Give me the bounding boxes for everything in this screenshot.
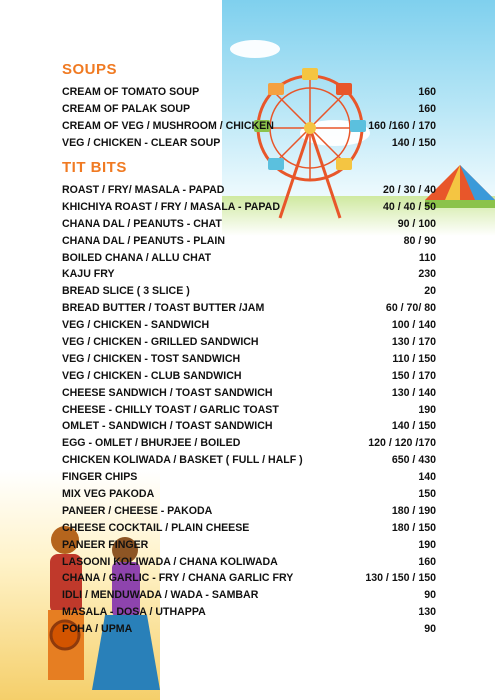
menu-item: [62, 553, 436, 570]
item-price: 130 / 170: [391, 336, 436, 349]
menu-item: [62, 519, 436, 536]
menu-item: [62, 435, 436, 452]
cloud-illustration: [230, 40, 280, 58]
menu-item: [62, 317, 436, 334]
item-name: CHEESE COCKTAIL / PLAIN CHEESE: [62, 521, 250, 534]
item-price: 120 / 120 /170: [368, 437, 436, 450]
menu-item: [62, 587, 436, 604]
item-price: 140 / 150: [391, 420, 436, 433]
item-name: BOILED CHANA / ALLU CHAT: [62, 251, 212, 264]
item-name: PANEER FINGER: [62, 538, 149, 551]
item-price: 20: [424, 285, 436, 298]
menu-item: [62, 604, 436, 621]
menu-item: [62, 350, 436, 367]
item-price: 110 / 150: [392, 352, 436, 365]
item-name: CHEESE SANDWICH / TOAST SANDWICH: [62, 386, 273, 399]
menu-item: [62, 486, 436, 503]
item-price: 110: [418, 251, 436, 264]
item-price: 150: [418, 488, 436, 501]
item-name: VEG / CHICKEN - TOST SANDWICH: [62, 352, 241, 365]
menu-item: [62, 418, 436, 435]
item-price: 180 / 190: [391, 504, 436, 517]
item-price: 100 / 140: [391, 319, 436, 332]
item-name: MIX VEG PAKODA: [62, 488, 155, 501]
menu-list: [62, 60, 436, 644]
item-price: 140: [418, 471, 436, 484]
item-price: 130: [418, 606, 436, 619]
section-title: SOUPS: [62, 61, 118, 78]
item-name: POHA / UPMA: [62, 623, 133, 636]
item-name: VEG / CHICKEN - SANDWICH: [62, 319, 210, 332]
item-name: VEG / CHICKEN - CLUB SANDWICH: [62, 369, 242, 382]
item-name: KAJU FRY: [62, 268, 115, 281]
item-name: KHICHIYA ROAST / FRY / MASALA - PAPAD: [62, 200, 280, 213]
item-name: EGG - OMLET / BHURJEE / BOILED: [62, 437, 241, 450]
item-name: BREAD SLICE ( 3 SLICE ): [62, 285, 190, 298]
menu-item: [62, 135, 436, 152]
item-name: OMLET - SANDWICH / TOAST SANDWICH: [62, 420, 273, 433]
menu-item: [62, 384, 436, 401]
menu-item: [62, 198, 436, 215]
section-soups: [62, 60, 436, 152]
item-price: 180 / 150: [391, 521, 436, 534]
item-price: 90 / 100: [397, 217, 436, 230]
item-price: 150 / 170: [391, 369, 436, 382]
menu-item: [62, 232, 436, 249]
item-price: 90: [424, 589, 436, 602]
item-name: FINGER CHIPS: [62, 471, 138, 484]
menu-item: [62, 536, 436, 553]
menu-item: [62, 101, 436, 118]
menu-item: [62, 452, 436, 469]
menu-item: [62, 249, 436, 266]
item-price: 140 / 150: [391, 137, 436, 150]
menu-item: [62, 502, 436, 519]
item-name: PANEER / CHEESE - PAKODA: [62, 504, 213, 517]
item-price: 130 / 150 / 150: [365, 572, 436, 585]
item-price: 230: [418, 268, 436, 281]
item-price: 20 / 30 / 40: [382, 184, 436, 196]
item-name: CHICKEN KOLIWADA / BASKET ( FULL / HALF ): [62, 454, 303, 467]
item-price: 130 / 140: [391, 386, 436, 399]
menu-item: [62, 469, 436, 486]
item-price: 160 /160 / 170: [368, 120, 436, 133]
menu-item: [62, 401, 436, 418]
item-name: LASOONI KOLIWADA / CHANA KOLIWADA: [62, 555, 278, 568]
item-name: MASALA - DOSA / UTHAPPA: [62, 606, 206, 619]
item-price: 40 / 40 / 50: [382, 200, 436, 213]
item-name: CREAM OF TOMATO SOUP: [62, 86, 200, 99]
menu-item: [62, 118, 436, 135]
item-name: VEG / CHICKEN - GRILLED SANDWICH: [62, 336, 259, 349]
item-price: 160: [418, 86, 436, 99]
menu-item: [62, 182, 436, 199]
item-name: BREAD BUTTER / TOAST BUTTER /JAM: [62, 302, 265, 315]
item-price: 190: [418, 403, 436, 416]
menu-item: [62, 367, 436, 384]
item-price: 650 / 430: [391, 454, 436, 467]
item-price: 160: [418, 555, 436, 568]
item-name: CHANA / GARLIC - FRY / CHANA GARLIC FRY: [62, 572, 294, 585]
item-price: 80 / 90: [403, 234, 436, 247]
menu-item: [62, 621, 436, 638]
item-name: ROAST / FRY/ MASALA - PAPAD: [62, 184, 225, 196]
item-price: 160: [418, 103, 436, 116]
item-name: CHANA DAL / PEANUTS - CHAT: [62, 217, 222, 230]
menu-item: [62, 334, 436, 351]
menu-item: [62, 300, 436, 317]
item-name: VEG / CHICKEN - CLEAR SOUP: [62, 137, 221, 150]
item-name: IDLI / MENDUWADA / WADA - SAMBAR: [62, 589, 259, 602]
item-name: CHANA DAL / PEANUTS - PLAIN: [62, 234, 226, 247]
item-name: CREAM OF PALAK SOUP: [62, 103, 191, 116]
item-name: CHEESE - CHILLY TOAST / GARLIC TOAST: [62, 403, 279, 416]
menu-item: [62, 570, 436, 587]
item-price: 190: [418, 538, 436, 551]
section-title: TIT BITS: [62, 158, 127, 176]
section-tit-bits: [62, 158, 436, 638]
menu-item: [62, 266, 436, 283]
item-name: CREAM OF VEG / MUSHROOM / CHICKEN: [62, 120, 274, 133]
item-price: 60 / 70/ 80: [385, 302, 436, 315]
item-price: 90: [424, 623, 436, 636]
menu-item: [62, 84, 436, 101]
menu-item: [62, 215, 436, 232]
menu-item: [62, 283, 436, 300]
